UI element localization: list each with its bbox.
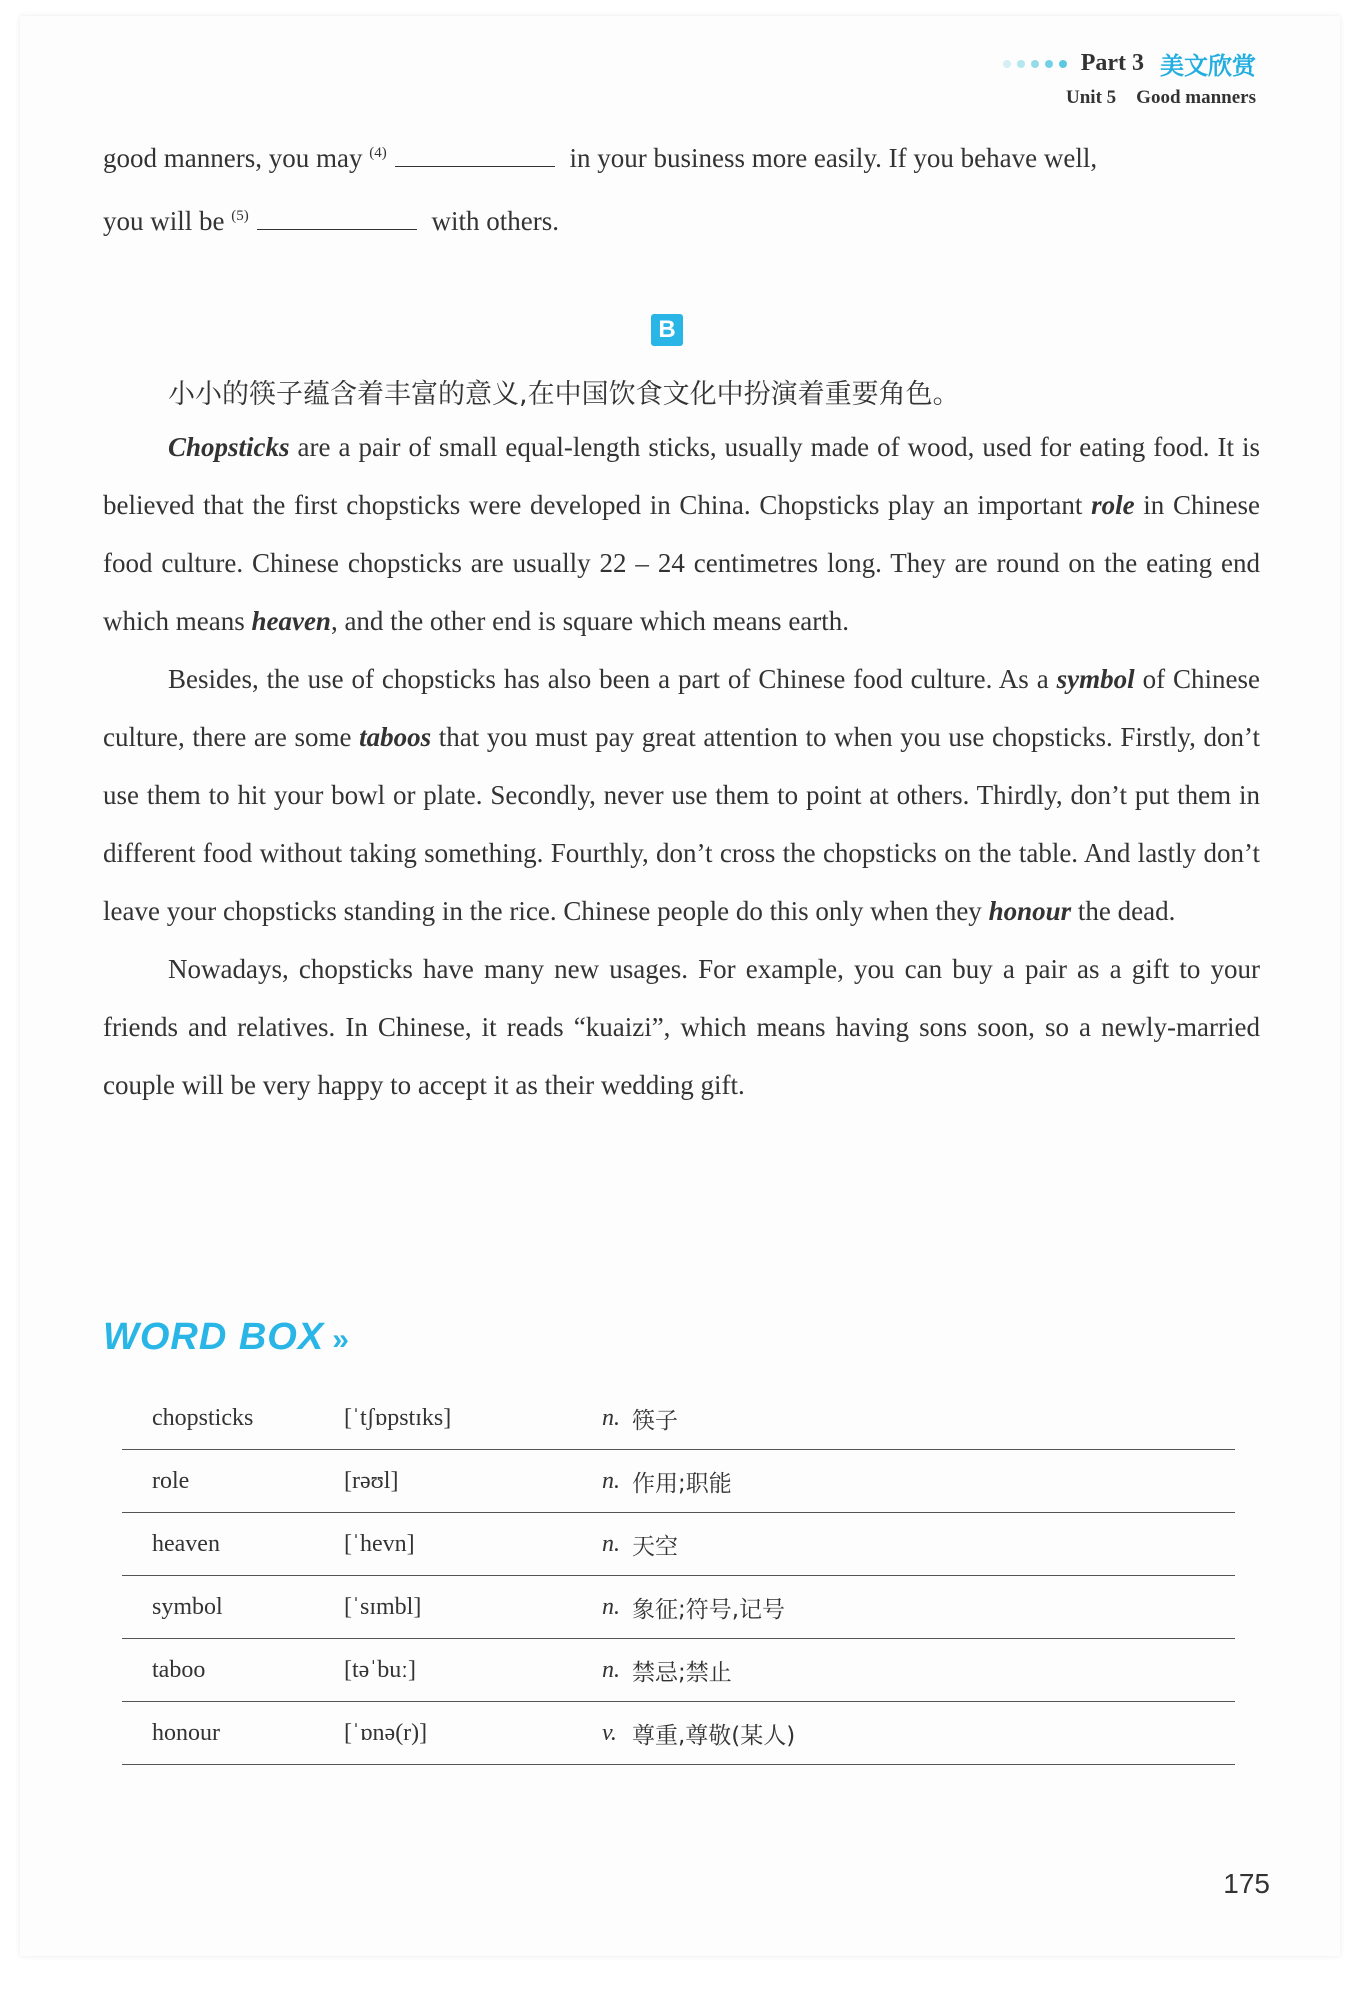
vocab-part-of-speech: n. (602, 1404, 620, 1431)
vocab-phonetic: [ˈhevn] (344, 1530, 415, 1557)
part-label: Part 3 (1080, 50, 1144, 76)
textbook-page (20, 16, 1340, 1956)
text-segment: Nowadays, chopsticks have many new usages. For example, you can buy a pair as a gift to your friends and relatives. In Chinese, it reads “kuaizi”, which means having sons soon, so a newly-married couple will be very happy to accept it as their wedding gift. (103, 954, 1260, 1100)
keyword-symbol: symbol (1056, 664, 1135, 694)
vocab-meaning: 象征;符号,记号 (632, 1596, 786, 1623)
word-box-row (122, 1513, 1235, 1576)
word-box-label: WORD BOX (103, 1316, 325, 1358)
word-box-row (122, 1639, 1235, 1702)
chinese-intro-sentence: 小小的筷子蕴含着丰富的意义,在中国饮食文化中扮演着重要角色。 (168, 379, 960, 410)
text-segment: , and the other end is square which means earth. (330, 606, 850, 636)
vocab-phonetic: [ˈɒnə(r)] (344, 1719, 428, 1746)
page-header (1003, 46, 1256, 109)
carryover-line-2 (103, 187, 1260, 250)
vocab-phonetic: [rəʊl] (344, 1467, 399, 1494)
blank-number: (4) (369, 145, 387, 161)
keyword-role: role (1091, 490, 1135, 520)
vocab-meaning: 禁忌;禁止 (632, 1659, 732, 1686)
vocab-meaning: 作用;职能 (632, 1470, 732, 1497)
text-segment: the dead. (1071, 896, 1176, 926)
vocab-part-of-speech: n. (602, 1656, 620, 1683)
text-segment: good manners, you may (103, 143, 363, 173)
paragraph-3 (103, 940, 1260, 1114)
text-segment: that you must pay great attention to when you use chopsticks. Firstly, don’t use them to hit your bowl or plate. Secondly, never use them to point at others. Thirdly, don’t put them in different food without taking something. Fourthly, don’t cross the chopsticks on the table. And lastly don’t leave your chopsticks standing in the rice. Chinese people do this only when they (103, 722, 1261, 926)
section-b-badge: B (651, 314, 683, 346)
keyword-taboos: taboos (359, 722, 432, 752)
word-box-table (122, 1387, 1235, 1765)
blank-number: (5) (231, 208, 249, 224)
text-segment: in your business more easily. If you behave well, (569, 143, 1098, 173)
unit-label: Unit 5 (1066, 87, 1117, 108)
decorative-dots-icon (1003, 60, 1067, 68)
fill-in-blank-4[interactable] (395, 140, 555, 167)
paragraph-2 (103, 650, 1260, 940)
paragraph-1 (103, 418, 1260, 650)
vocab-phonetic: [ˈsɪmbl] (344, 1593, 422, 1620)
text-segment: you will be (103, 206, 225, 236)
page-number: 175 (1223, 1868, 1270, 1899)
text-segment: in Chinese food culture. Chinese chopsticks are usually 22 – 24 centimetres long. They are round on the eating end which means (103, 490, 1260, 636)
article-body (103, 418, 1260, 1114)
keyword-heaven: heaven (251, 606, 331, 636)
vocab-phonetic: [ˈtʃɒpstɪks] (344, 1404, 452, 1431)
vocab-word: symbol (152, 1593, 223, 1620)
vocab-part-of-speech: n. (602, 1467, 620, 1494)
word-box-title (103, 1316, 350, 1359)
vocab-meaning: 尊重,尊敬(某人) (632, 1722, 796, 1749)
vocab-part-of-speech: n. (602, 1530, 620, 1557)
carryover-paragraph (103, 124, 1260, 250)
word-box-row (122, 1576, 1235, 1639)
fill-in-blank-5[interactable] (257, 203, 417, 230)
word-box-row (122, 1450, 1235, 1513)
text-segment: Besides, the use of chopsticks has also been a part of Chinese food culture. As a (168, 664, 1057, 694)
unit-title: Good manners (1136, 87, 1256, 108)
part-heading (1003, 46, 1256, 81)
double-chevron-right-icon: » (332, 1323, 350, 1356)
vocab-meaning: 天空 (632, 1533, 678, 1560)
vocab-word: honour (152, 1719, 220, 1746)
keyword-chopsticks: Chopsticks (168, 432, 290, 462)
text-segment: with others. (431, 206, 559, 236)
vocab-word: heaven (152, 1530, 220, 1557)
carryover-line-1 (103, 124, 1260, 187)
vocab-phonetic: [təˈbuː] (344, 1656, 416, 1683)
vocab-part-of-speech: v. (602, 1719, 617, 1746)
part-chinese-title: 美文欣赏 (1160, 52, 1256, 80)
word-box-row (122, 1387, 1235, 1450)
word-box-row (122, 1702, 1235, 1765)
text-segment: of Chinese culture, there are some (103, 664, 1260, 752)
vocab-word: taboo (152, 1656, 206, 1683)
keyword-honour: honour (988, 896, 1072, 926)
vocab-meaning: 筷子 (632, 1407, 678, 1434)
vocab-part-of-speech: n. (602, 1593, 620, 1620)
vocab-word: role (152, 1467, 190, 1494)
vocab-word: chopsticks (152, 1404, 254, 1431)
text-segment: are a pair of small equal-length sticks, usually made of wood, used for eating food. It is believed that the first chopsticks were developed in China. Chopsticks play an important (103, 432, 1260, 520)
unit-heading (1003, 87, 1256, 109)
